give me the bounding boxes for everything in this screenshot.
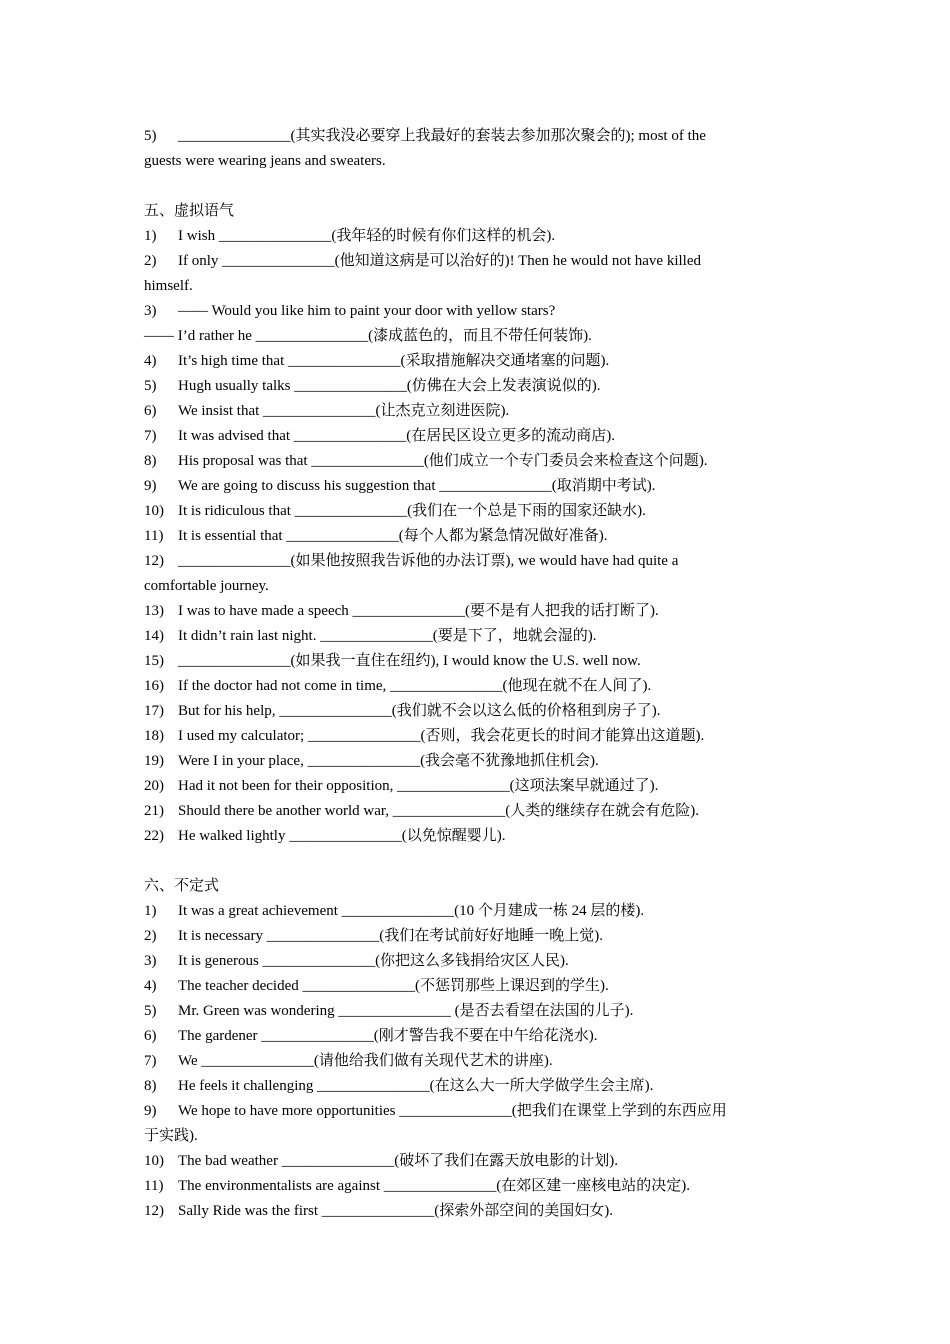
question-item [144,949,806,974]
section-gap [144,849,806,874]
question-item [144,774,806,799]
question-item [144,249,806,299]
question-number: 10) [144,1153,164,1169]
question-text [178,974,806,999]
question-text-line: Should there be another world war, _______________(人类的继续存在就会有危险). [178,803,699,819]
question-text [178,749,806,774]
question-text-line: _______________(如果他按照我告诉他的办法订票), we would have had quite a [178,553,679,569]
question-text [178,799,806,824]
question-item [144,924,806,949]
question-number: 1) [144,903,157,919]
question-text [144,124,806,174]
question-text-line: It didn’t rain last night. _______________(要是下了，地就会湿的). [178,628,597,644]
question-text [178,949,806,974]
question-number: 20) [144,778,164,794]
question-item [144,999,806,1024]
question-item [144,424,806,449]
question-text-line: It’s high time that _______________(采取措施解决交通堵塞的问题). [178,353,610,369]
question-text [178,699,806,724]
question-text [178,724,806,749]
question-number: 16) [144,678,164,694]
question-text [178,599,806,624]
question-text-line: He feels it challenging _______________(在这么大一所大学做学生会主席). [178,1078,654,1094]
question-number: 11) [144,1178,164,1194]
question-item [144,499,806,524]
question-text-line: His proposal was that _______________(他们成立一个专门委员会来检查这个问题). [178,453,708,469]
section-subjunctive [144,199,806,849]
question-text [144,249,806,299]
question-text [178,674,806,699]
question-text-continuation: 于实践). [144,1128,198,1144]
question-text-line: I used my calculator; _______________(否则，我会花更长的时间才能算出这道题). [178,728,705,744]
question-text-line: Had it not been for their opposition, _______________(这项法案早就通过了). [178,778,659,794]
question-text-line: We hope to have more opportunities _______________(把我们在课堂上学到的东西应用 [178,1103,727,1119]
pre-section [144,124,806,174]
question-number: 3) [144,303,157,319]
question-number: 4) [144,978,157,994]
question-text-line: But for his help, _______________(我们就不会以这么低的价格租到房子了). [178,703,661,719]
question-text-line: He walked lightly _______________(以免惊醒婴儿). [178,828,506,844]
question-number: 1) [144,228,157,244]
question-number: 5) [144,378,157,394]
question-text [178,1074,806,1099]
question-text [178,1149,806,1174]
question-text-line: I was to have made a speech _______________(要不是有人把我的话打断了). [178,603,659,619]
section-infinitive [144,874,806,1224]
question-item [144,824,806,849]
question-item [144,349,806,374]
document-page [144,124,806,1224]
question-number: 8) [144,1078,157,1094]
question-text [178,1024,806,1049]
question-item [144,1074,806,1099]
question-text-continuation: himself. [144,278,193,294]
question-item [144,1199,806,1224]
question-text [178,774,806,799]
question-text-line: The gardener _______________(刚才警告我不要在中午给花浇水). [178,1028,598,1044]
question-number: 21) [144,803,164,819]
question-text-line: It is ridiculous that _______________(我们在一个总是下雨的国家还缺水). [178,503,646,519]
question-text-line: _______________(其实我没必要穿上我最好的套装去参加那次聚会的); most of the [178,128,706,144]
question-text-line: We _______________(请他给我们做有关现代艺术的讲座). [178,1053,553,1069]
question-number: 19) [144,753,164,769]
question-number: 6) [144,403,157,419]
question-text [178,449,806,474]
question-text-line: —— Would you like him to paint your door with yellow stars? [178,303,556,319]
question-text [178,424,806,449]
question-item [144,224,806,249]
question-number: 2) [144,253,157,269]
section-heading: 五、虚拟语气 [144,203,235,219]
question-text [178,1174,806,1199]
question-item [144,724,806,749]
question-text-line: Sally Ride was the first _______________(探索外部空间的美国妇女). [178,1203,613,1219]
question-item [144,674,806,699]
question-text [178,399,806,424]
question-number: 5) [144,128,157,144]
question-text [178,524,806,549]
question-number: 3) [144,953,157,969]
question-text [178,299,806,324]
question-list [144,899,806,1224]
question-item [144,549,806,599]
question-text [178,924,806,949]
question-text-line: The bad weather _______________(破坏了我们在露天放电影的计划). [178,1153,618,1169]
question-item [144,124,806,174]
question-text [178,824,806,849]
question-number: 2) [144,928,157,944]
question-text-line: It is generous _______________(你把这么多钱捐给灾区人民). [178,953,569,969]
question-number: 5) [144,1003,157,1019]
question-item [144,1049,806,1074]
question-item [144,374,806,399]
section-gap [144,174,806,199]
question-number: 10) [144,503,164,519]
question-text-line: We insist that _______________(让杰克立刻进医院). [178,403,510,419]
question-item [144,899,806,924]
question-number: 11) [144,528,164,544]
question-text-line: If only _______________(他知道这病是可以治好的)! Then he would not have killed [178,253,701,269]
question-number: 13) [144,603,164,619]
question-text [178,899,806,924]
question-text-line: It was advised that _______________(在居民区设立更多的流动商店). [178,428,616,444]
question-item [144,1024,806,1049]
question-item [144,1149,806,1174]
section-heading: 六、不定式 [144,878,220,894]
question-text [178,649,806,674]
question-item [144,474,806,499]
question-number: 18) [144,728,164,744]
question-text [178,624,806,649]
question-number: 6) [144,1028,157,1044]
question-number: 7) [144,428,157,444]
question-item [144,299,806,324]
question-text-line: It is necessary _______________(我们在考试前好好地睡一晚上觉). [178,928,603,944]
question-number: 12) [144,553,164,569]
question-item [144,1099,806,1149]
question-text-line: I wish _______________(我年轻的时候有你们这样的机会). [178,228,556,244]
question-item [144,799,806,824]
question-text-line: The teacher decided _______________(不惩罚那些上课迟到的学生). [178,978,609,994]
question-text-line: The environmentalists are against _______________(在郊区建一座核电站的决定). [178,1178,691,1194]
question-item [144,974,806,999]
question-item [144,699,806,724]
question-number: 9) [144,1103,157,1119]
question-text [178,499,806,524]
question-text [178,374,806,399]
question-text [178,1049,806,1074]
question-text-line: If the doctor had not come in time, _______________(他现在就不在人间了). [178,678,652,694]
question-text-line: Were I in your place, _______________(我会毫不犹豫地抓住机会). [178,753,599,769]
question-number: 9) [144,478,157,494]
question-item [144,1174,806,1199]
question-number: 15) [144,653,164,669]
question-item [144,524,806,549]
question-number: 17) [144,703,164,719]
question-text-line: _______________(如果我一直住在纽约), I would know the U.S. well now. [178,653,641,669]
question-text [178,349,806,374]
answer-line: —— I’d rather he _______________(漆成蓝色的，而且不带任何装饰). [144,328,592,344]
question-text [178,999,806,1024]
question-number: 12) [144,1203,164,1219]
question-number: 4) [144,353,157,369]
question-text [178,474,806,499]
question-item [144,449,806,474]
question-text-line: Hugh usually talks _______________(仿佛在大会上发表演说似的). [178,378,601,394]
question-item [144,649,806,674]
question-text-line: Mr. Green was wondering _______________ (是否去看望在法国的儿子). [178,1003,634,1019]
question-number: 14) [144,628,164,644]
question-text-line: It is essential that _______________(每个人都为紧急情况做好准备). [178,528,608,544]
question-number: 8) [144,453,157,469]
question-text-line: We are going to discuss his suggestion that _______________(取消期中考试). [178,478,656,494]
question-number: 22) [144,828,164,844]
question-item [144,749,806,774]
question-text [178,224,806,249]
question-text-line: It was a great achievement _______________(10 个月建成一栋 24 层的楼). [178,903,645,919]
question-text [178,1199,806,1224]
question-item [144,399,806,424]
question-item [144,624,806,649]
question-number: 7) [144,1053,157,1069]
question-text-continuation: guests were wearing jeans and sweaters. [144,153,386,169]
question-text [144,1099,806,1149]
question-text-continuation: comfortable journey. [144,578,269,594]
question-item [144,599,806,624]
question-list [144,224,806,849]
